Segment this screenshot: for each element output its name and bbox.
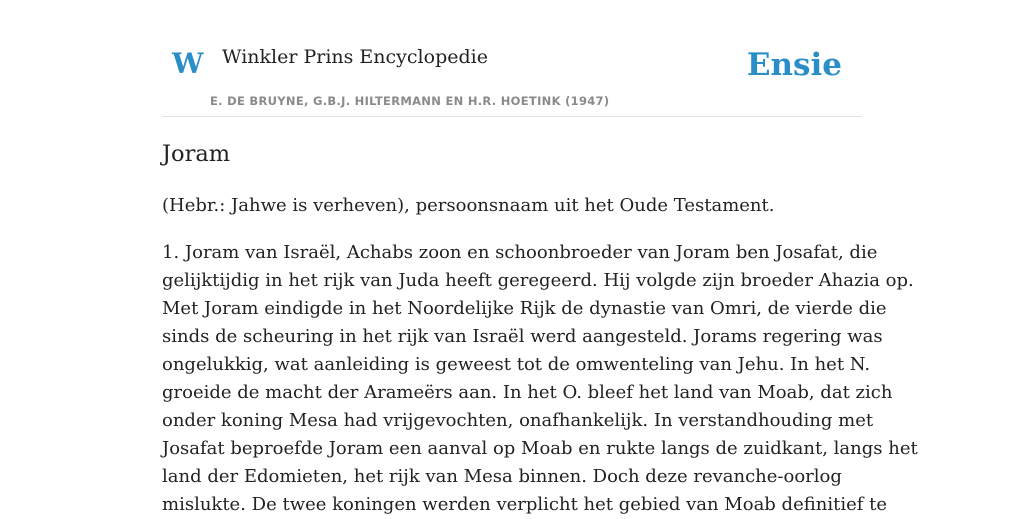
body-line: ongelukkig, wat aanleiding is geweest tot de omwenteling van Jehu. In het N. [162,354,871,375]
winkler-prins-logo[interactable]: W [172,47,204,80]
site-header [162,0,862,117]
article-body [162,239,918,519]
source-authors: E. DE BRUYNE, G.B.J. HILTERMANN EN H.R. HOETINK (1947) [210,94,610,108]
body-line: 1. Joram van Israël, Achabs zoon en schoonbroeder van Joram ben Josafat, die [162,242,878,263]
source-title[interactable]: Winkler Prins Encyclopedie [222,46,488,68]
article-headword: Joram [162,141,231,167]
body-line: Met Joram eindigde in het Noordelijke Rijk de dynastie van Omri, de vierde die [162,298,887,319]
body-line: groeide de macht der Arameërs aan. In het O. bleef het land van Moab, dat zich [162,382,893,403]
body-line: land der Edomieten, het rijk van Mesa binnen. Doch deze revanche-oorlog [162,466,842,487]
article-intro: (Hebr.: Jahwe is verheven), persoonsnaam uit het Oude Testament. [162,195,775,216]
body-line: Josafat beproefde Joram een aanval op Moab en rukte langs de zuidkant, langs het [162,438,918,459]
body-line: gelijktijdig in het rijk van Juda heeft geregeerd. Hij volgde zijn broeder Ahazia op. [162,270,914,291]
body-line: mislukte. De twee koningen werden verplicht het gebied van Moab definitief te [162,494,887,515]
article [162,138,918,515]
body-line: onder koning Mesa had vrijgevochten, onafhankelijk. In verstandhouding met [162,410,874,431]
ensie-brand-link[interactable]: Ensie [746,47,842,83]
body-line: sinds de scheuring in het rijk van Israël werd aangesteld. Jorams regering was [162,326,883,347]
